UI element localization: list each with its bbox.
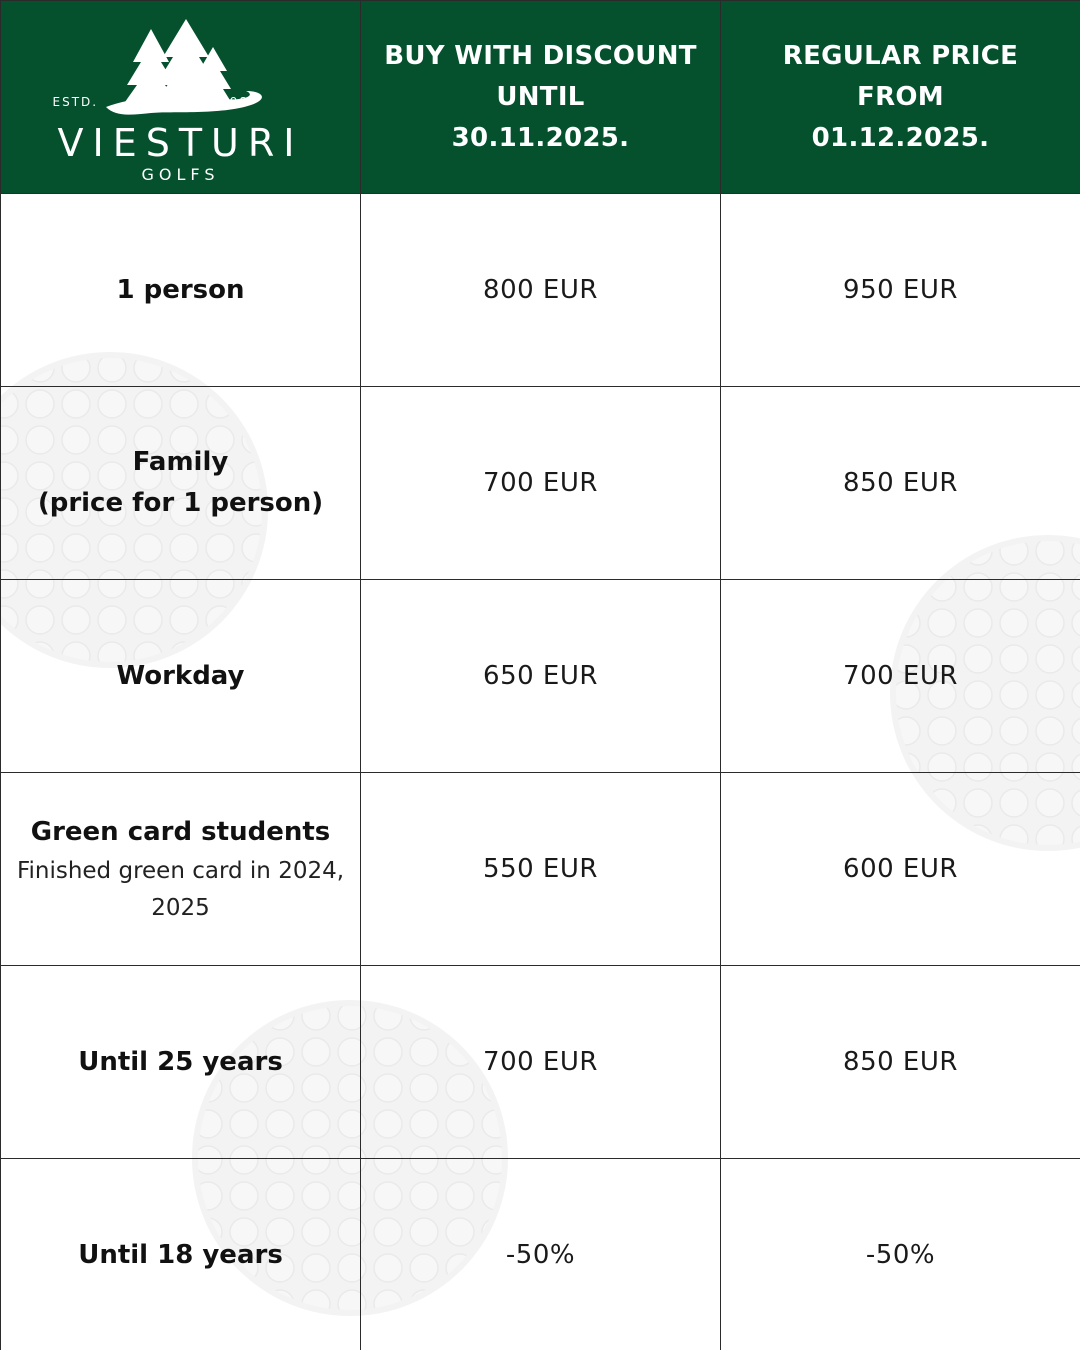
category-label: Workday <box>116 660 245 691</box>
category-label: Until 25 years <box>78 1046 283 1077</box>
logo-year: 1998 <box>210 95 250 109</box>
logo-subtitle: GOLFS <box>141 165 220 184</box>
regular-price-cell <box>721 1159 1080 1350</box>
regular-price: -50% <box>865 1240 936 1270</box>
category-label: 1 person <box>116 274 245 305</box>
category-cell <box>1 966 361 1159</box>
category-label: Until 18 years <box>78 1239 283 1270</box>
discount-price: 650 EUR <box>483 661 598 691</box>
header-line: FROM <box>857 81 944 112</box>
discount-price-cell <box>361 580 721 773</box>
logo-name: VIESTURI <box>57 121 304 165</box>
logo-estd-label: ESTD. <box>52 95 99 109</box>
category-sub-label: Finished green card in 2024, 2025 <box>16 857 345 921</box>
header-line: 01.12.2025. <box>811 122 990 153</box>
category-cell <box>1 194 361 387</box>
header-line: REGULAR PRICE <box>782 40 1019 71</box>
regular-price: 850 EUR <box>843 468 958 498</box>
header-line: BUY WITH DISCOUNT <box>384 40 697 71</box>
discount-price-cell <box>361 387 721 580</box>
regular-price-cell <box>721 387 1080 580</box>
discount-price: 800 EUR <box>483 275 598 305</box>
regular-column-header <box>721 1 1080 194</box>
discount-price-cell <box>361 966 721 1159</box>
category-cell <box>1 580 361 773</box>
regular-price: 600 EUR <box>843 854 958 884</box>
table-row <box>1 773 1080 966</box>
discount-price-cell <box>361 194 721 387</box>
table-row <box>1 1159 1080 1350</box>
regular-price-cell <box>721 966 1080 1159</box>
brand-logo <box>31 7 331 187</box>
category-label: Green card students <box>30 816 331 847</box>
category-cell <box>1 387 361 580</box>
category-cell <box>1 1159 361 1350</box>
regular-price: 950 EUR <box>843 275 958 305</box>
discount-price: 700 EUR <box>483 1047 598 1077</box>
header-line: UNTIL <box>496 81 585 112</box>
table-row <box>1 387 1080 580</box>
table-row <box>1 194 1080 387</box>
category-label: Family <box>132 447 229 477</box>
discount-price: 700 EUR <box>483 468 598 498</box>
regular-price: 850 EUR <box>843 1047 958 1077</box>
regular-price-cell <box>721 194 1080 387</box>
discount-price: 550 EUR <box>483 854 598 884</box>
table-row <box>1 966 1080 1159</box>
header-line: 30.11.2025. <box>451 122 630 153</box>
header-row <box>1 1 1080 194</box>
table-row <box>1 580 1080 773</box>
discount-price-cell <box>361 1159 721 1350</box>
discount-price-cell <box>361 773 721 966</box>
regular-price-cell <box>721 773 1080 966</box>
regular-price-cell <box>721 580 1080 773</box>
discount-column-header <box>361 1 721 194</box>
logo-cell <box>1 1 361 194</box>
discount-price: -50% <box>505 1240 576 1270</box>
category-cell <box>1 773 361 966</box>
regular-price: 700 EUR <box>843 661 958 691</box>
category-label-line2: (price for 1 person) <box>37 488 324 518</box>
